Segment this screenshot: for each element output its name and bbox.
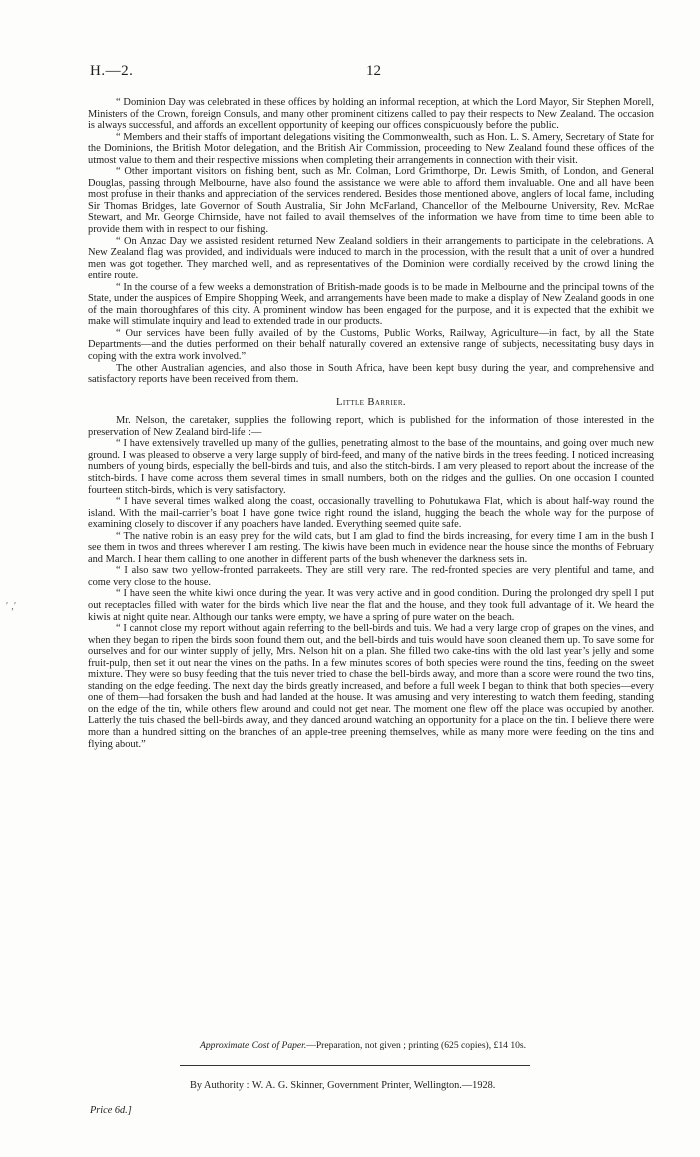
section-heading-little-barrier: Little Barrier. [336, 396, 406, 408]
footer-divider [180, 1065, 530, 1066]
paragraph-dominion-day: “ Dominion Day was celebrated in these offices by holding an informal reception, at which the Lord Mayor, Sir Stephen Morell, Ministers of the Crown, foreign Consuls, and many other prominent citizens called to pay their respects to New Zealand. The occasion is always successful, and affords an excellent opportunity of keeping our offices conspicuously before the public. [88, 97, 654, 132]
paragraph-parrakeets: “ I also saw two yellow-fronted parrakeets. They are still very rare. The red-fronted species are very plentiful and tame, and come very close to the house. [88, 565, 654, 588]
price: Price 6d.] [90, 1105, 132, 1116]
margin-mark: ʹ ‚ʹ [6, 601, 17, 612]
paragraph-anzac-day: “ On Anzac Day we assisted resident returned New Zealand soldiers in their arrangements to participate in the celebrations. A New Zealand flag was provided, and individuals were induced to march in the procession, with the result that a unit of over a hundred men was got together. They marched well, and as representatives of the Dominion were cordially received by the crowd lining the entire route. [88, 235, 654, 282]
cost-of-paper [200, 1040, 640, 1052]
paragraph-british-goods: “ In the course of a few weeks a demonstration of British-made goods is to be made in Melbourne and the principal towns of the State, under the auspices of Empire Shopping Week, and arrangements have been made to make a display of New Zealand goods in one of the main thoroughfares of this city. A prominent window has been engaged for the purpose, and it is expected that the exhibit we make will stimulate inquiry and lead to extended trade in our products. [88, 281, 654, 328]
printer-authority: By Authority : W. A. G. Skinner, Government Printer, Wellington.—1928. [190, 1080, 496, 1091]
paragraph-coast: “ I have several times walked along the coast, occasionally travelling to Pohutukawa Flat, which is about half-way round the island. With the mail-carrier’s boat I have gone twice right round the island, hugging the beach the whole way for the purpose of examining closely to discover if any poachers have landed. Everything seemed quite safe. [88, 496, 654, 531]
paragraph-white-kiwi: “ I have seen the white kiwi once during the year. It was very active and in good condition. During the prolonged dry spell I put out receptacles filled with water for the birds which live near the flat and the house, and they took full advantage of it. We heard the kiwis at night quite near. Although our tanks were empty, we have a spring of pure water on the beach. [88, 588, 654, 623]
paragraph-delegations: “ Members and their staffs of important delegations visiting the Commonwealth, such as Hon. L. S. Amery, Secretary of State for the Dominions, the British Motor delegation, and the British Air Commission, proceeding to New Zealand found these offices of the utmost value to them and their respective missions when completing their arrangements in connection with their visit. [88, 131, 654, 166]
paragraph-gullies: “ I have extensively travelled up many of the gullies, penetrating almost to the base of the mountains, and going over much new ground. I was pleased to observe a very large supply of bird-feed, and many of the native birds in the trees feeding. I noticed increasing numbers of young birds, especially the bell-birds and tuis, and also the stitch-birds. I am very pleased to report about the increase of the stitch-birds. I have come across them several times in small numbers, both on the ridges and the gullies. On one occasion I counted fourteen stitch-birds, which is very satisfactory. [88, 438, 654, 496]
paragraph-other-agencies: The other Australian agencies, and also those in South Africa, have been kept busy during the year, and comprehensive and satisfactory reports have been received from them. [88, 362, 654, 386]
page-number: 12 [366, 63, 381, 79]
paragraph-fishing-visitors: “ Other important visitors on fishing bent, such as Mr. Colman, Lord Grimthorpe, Dr. Lewis Smith, of London, and General Douglas, passing through Melbourne, have also found the assistance we were able to afford them invaluable. One and all have been most profuse in their thanks and appreciation of the services rendered. Besides those mentioned above, anglers of local fame, including Sir Thomas Bridges, late Governor of South Australia, Sir John McFarland, Chancellor of the Melbourne University, Rev. McRae Stewart, and Mr. George Chirnside, have not failed to avail themselves of the information we have from time to time been able to provide them with in respect to our fishing. [88, 166, 654, 236]
paragraph-services: “ Our services have been fully availed of by the Customs, Public Works, Railway, Agriculture—in fact, by all the State Departments—and the duties performed on their behalf naturally covered an extensive range of subjects, necessitating busy days in coping with the extra work involved.” [88, 327, 654, 363]
paragraph-native-robin: “ The native robin is an easy prey for the wild cats, but I am glad to find the birds increasing, for every time I am in the bush I see them in twos and threes wherever I am resting. The kiwis have been much in evidence near the house since the months of February and March. I hear them calling to one another in different parts of the bush whenever the darkness sets in. [88, 530, 654, 565]
document-code: H.—2. [90, 63, 134, 79]
paragraph-nelson-intro: Mr. Nelson, the caretaker, supplies the following report, which is published for the information of those interested in the preservation of New Zealand bird-life :— [88, 415, 654, 438]
cost-label: Approximate Cost of Paper. [200, 1040, 307, 1051]
report-body [88, 97, 654, 750]
paragraph-bell-birds: “ I cannot close my report without again referring to the bell-birds and tuis. We had a very large crop of grapes on the vines, and when they began to ripen the birds soon found them out, and the bell-birds and tuis would have soon cleaned them up. To save some for ourselves and for our winter supply of jelly, Mrs. Nelson hit on a plan. She filled two cake-tins with the old last year’s jelly and some fruit-pulp, then set it out near the vines on the paths. In a few minutes scores of both species were round the tins, feeding on the sweet mixture. They were so busy feeding that the tuis never tried to chase the bell-birds away, and more than a score were round the two tins, standing on the edge feeding. The next day the birds greatly increased, and before a full week I began to think that both species—every one of them—had forsaken the bush and had landed at the house. It was amusing and very interesting to watch them feeding, standing on the edge of the tin, while others flew around and could not get near. The moment one flew off the place was occupied by another. Latterly the tuis chased the bell-birds away, and they danced around watching an opportunity for a place on the tin. I believe there were more than a hundred sitting on the branches of an apple-tree preening themselves, while as many more were feeding on the tins and flying about.” [88, 623, 654, 750]
cost-text: —Preparation, not given ; printing (625 copies), £14 10s. [306, 1040, 527, 1051]
